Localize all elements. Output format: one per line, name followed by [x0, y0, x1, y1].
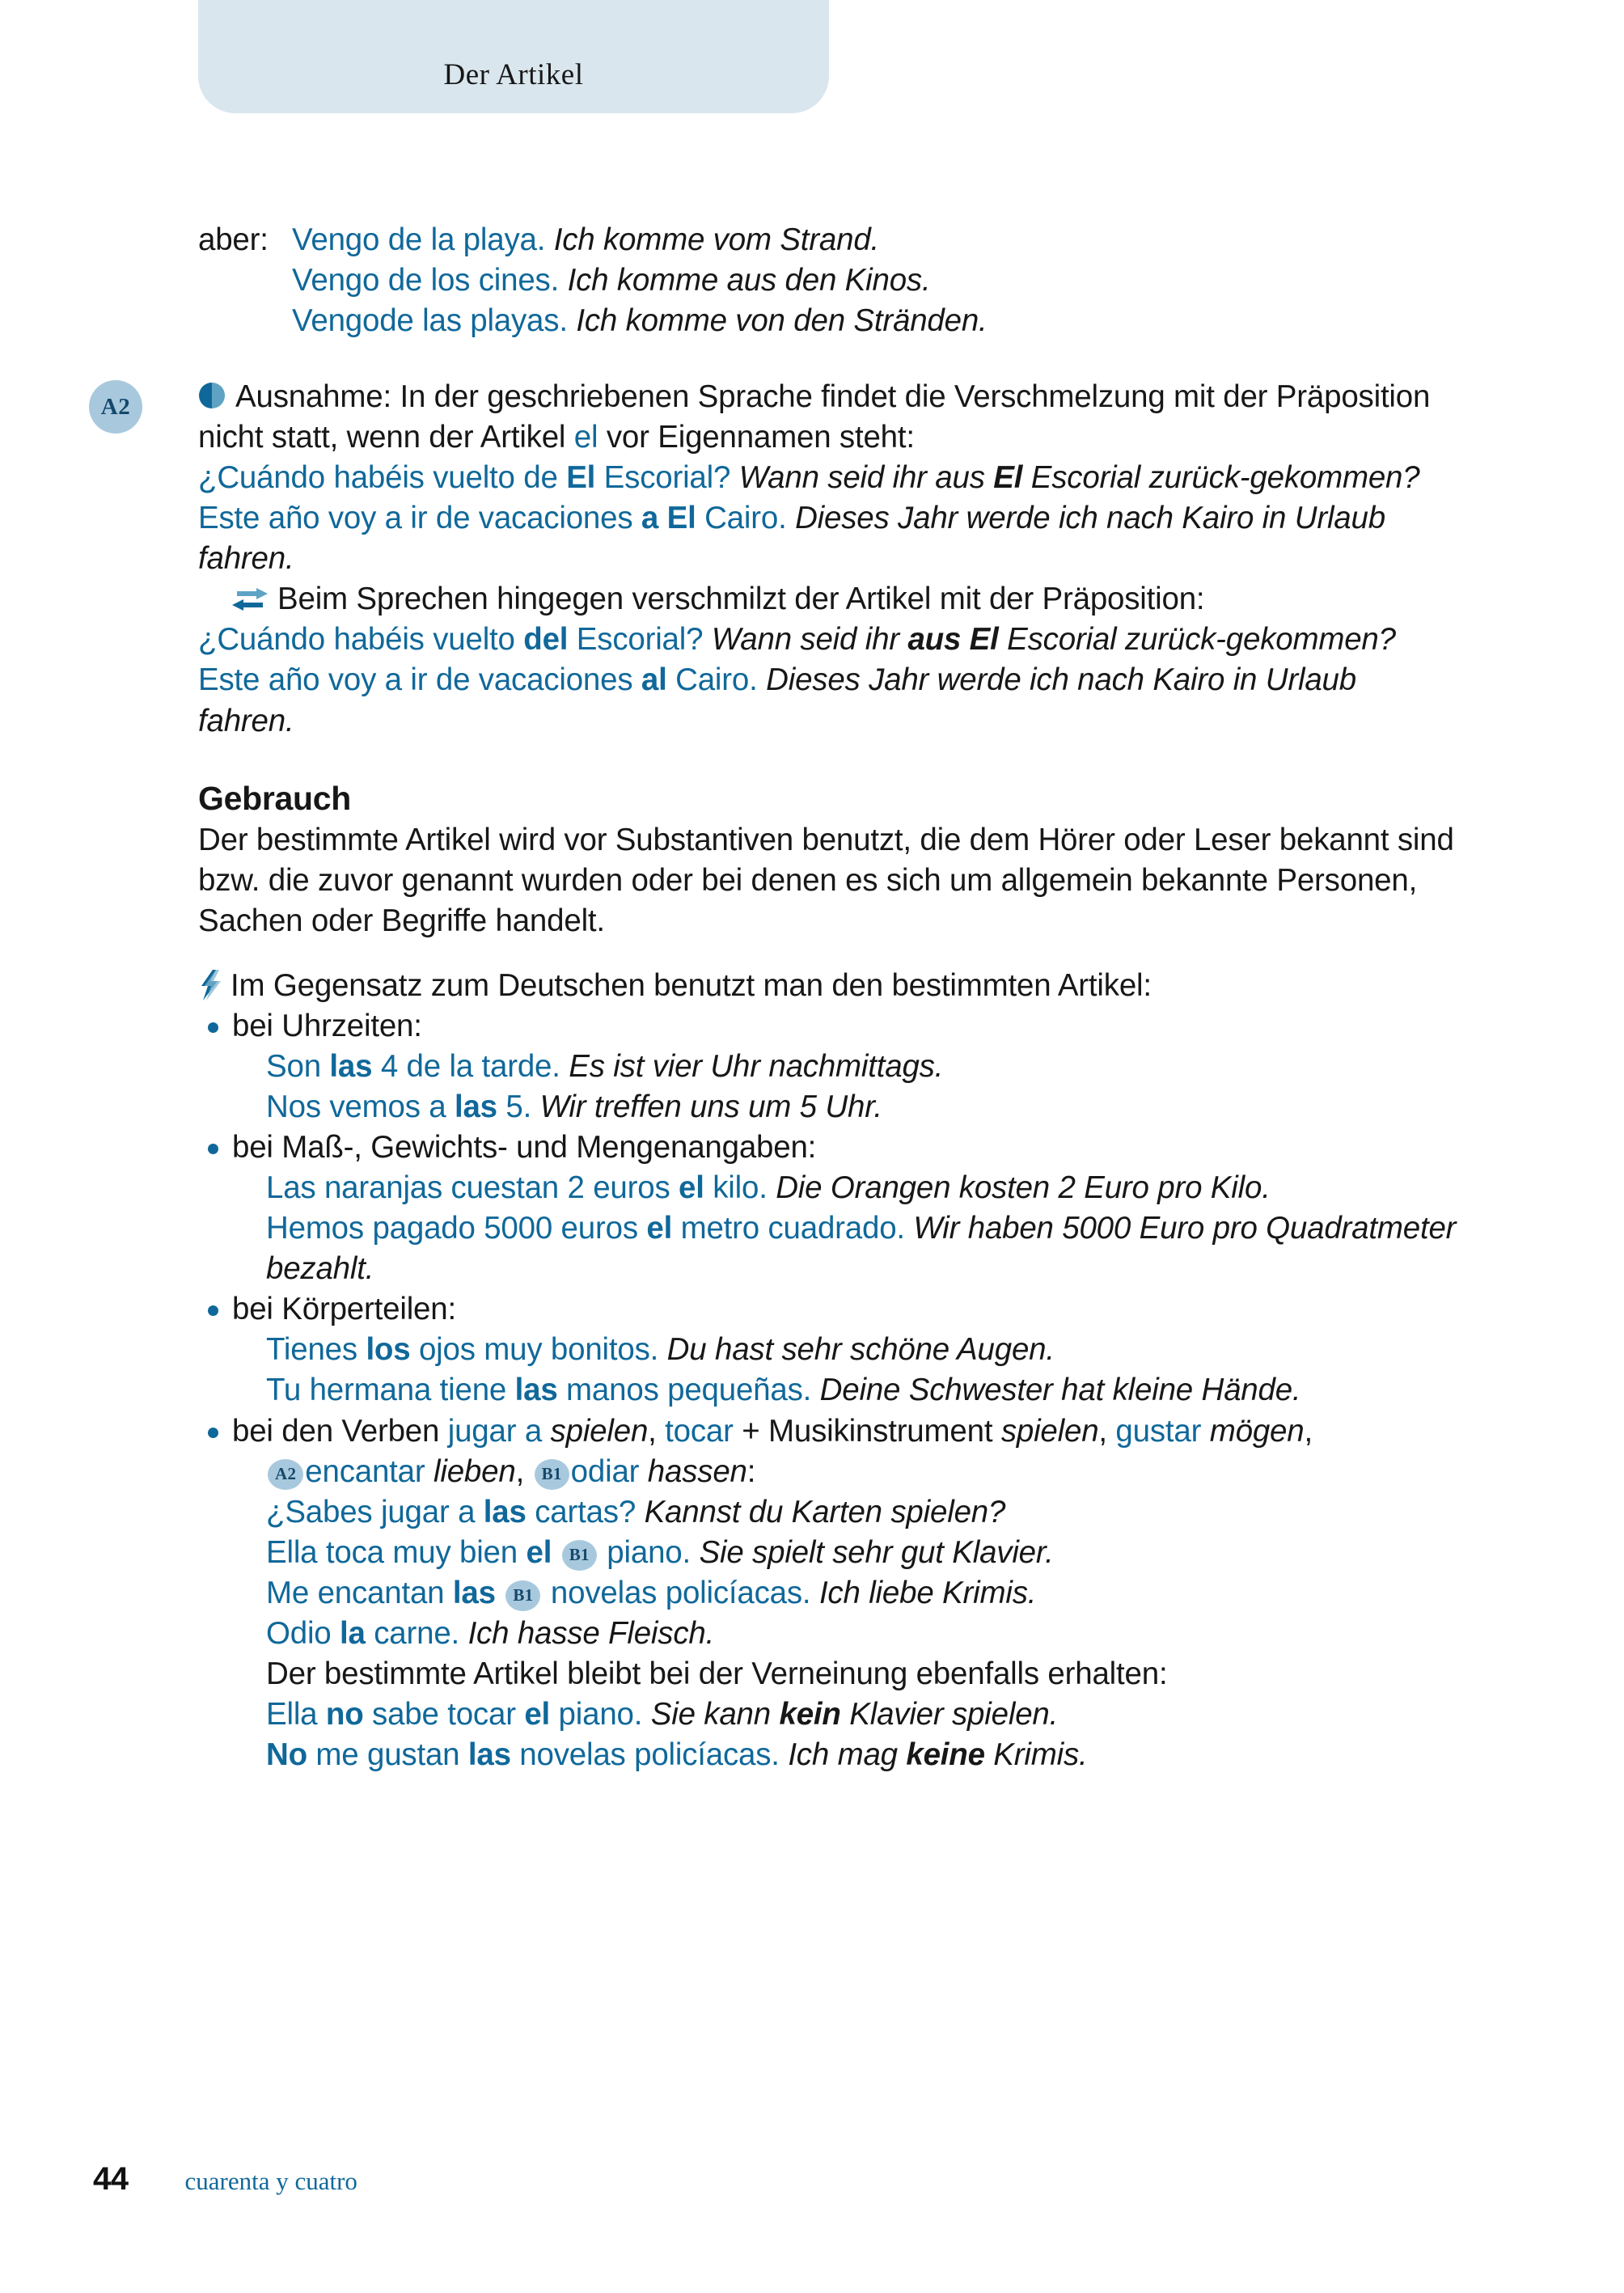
example-line [292, 301, 1460, 341]
spanish-bold: las [452, 1575, 496, 1610]
spanish-text: ojos muy bonitos. [410, 1332, 659, 1368]
spanish-bold: las [483, 1494, 527, 1529]
margin-level-badge-label: A2 [100, 393, 131, 420]
page-number-words: cuarenta y cuatro [184, 2167, 357, 2195]
german-text: Die Orangen kosten 2 Euro pro Kilo. [776, 1170, 1271, 1206]
example-line [292, 220, 1460, 260]
separator: , [1304, 1413, 1313, 1449]
spanish-bold: las [329, 1049, 373, 1085]
german-text: Sie spielt sehr gut Klavier. [699, 1534, 1054, 1570]
spanish-text: 5. [497, 1089, 532, 1125]
example-line [232, 1492, 1460, 1533]
spoken-language-icon [232, 582, 268, 606]
page-number: 44 [93, 2161, 129, 2197]
example-line [232, 1330, 1460, 1370]
example-line [232, 1694, 1460, 1735]
spanish-text: manos pequeñas. [557, 1373, 812, 1408]
section-heading-gebrauch: Gebrauch [198, 779, 351, 817]
lightning-bolt-icon [198, 970, 221, 1001]
spanish-bold: El [566, 460, 596, 496]
level-badge-b1: B1 [535, 1459, 569, 1490]
separator: , [1098, 1413, 1116, 1449]
german-text: Escorial zurück-gekommen? [1022, 460, 1420, 496]
separator: : [746, 1453, 756, 1489]
german-text: Dieses Jahr werde ich nach Kairo in Urlaub fahren. [198, 662, 1356, 738]
spanish-bold: del [523, 622, 569, 658]
spanish-text: ¿Sabes jugar a [266, 1494, 484, 1529]
spanish-text: carne. [365, 1615, 460, 1651]
german-text: Ich liebe Krimis. [818, 1575, 1037, 1610]
spanish-text: Este año voy a ir de vacaciones [198, 501, 641, 536]
german-text: Ich mag [788, 1737, 907, 1772]
exception-intro-2: vor Eigennamen steht: [598, 420, 915, 455]
spanish-text: cartas? [526, 1494, 636, 1529]
spanish-text: kilo. [704, 1170, 768, 1206]
bullet-label: bei Körperteilen: [232, 1292, 456, 1327]
spanish-text: Este año voy a ir de vacaciones [198, 662, 641, 698]
spanish-text: Me encantan [266, 1575, 453, 1610]
example-line [232, 1614, 1460, 1654]
german-text: Ich komme vom Strand. [553, 222, 880, 257]
list-item [198, 1411, 1460, 1775]
spanish-text: Cairo. [666, 662, 758, 698]
example-line [232, 1735, 1460, 1775]
german-text: Wann seid ihr aus [738, 460, 994, 496]
gebrauch-section [198, 777, 1460, 1775]
spanish-bold: el [679, 1170, 704, 1206]
gloss-lieben: lieben [425, 1453, 516, 1489]
spanish-bold: a El [641, 501, 696, 536]
example-line [232, 1370, 1460, 1411]
exception-intro-1: Ausnahme: In der geschriebenen Sprache findet die Verschmelzung mit der Präposition nicht statt, wenn der Artikel [198, 379, 1431, 455]
chapter-title: Der Artikel [443, 58, 584, 91]
spanish-text: Ella toca muy bien [266, 1534, 527, 1570]
german-bold: keine [906, 1737, 985, 1772]
spanish-text: novelas policíacas. [510, 1737, 780, 1772]
german-text: Es ist vier Uhr nachmittags. [569, 1049, 944, 1085]
german-text: Ich komme von den Stränden. [576, 303, 988, 339]
separator: , [648, 1413, 666, 1449]
german-text: Du hast sehr schöne Augen. [666, 1332, 1055, 1368]
spanish-text: sabe tocar [363, 1696, 525, 1732]
spanish-text: Ella [266, 1696, 326, 1732]
chapter-header-tab [198, 0, 829, 113]
spanish-bold: los [366, 1332, 411, 1368]
german-text: Wir treffen uns um 5 Uhr. [539, 1089, 882, 1125]
german-bold: kein [779, 1696, 841, 1732]
spanish-text: Escorial? [595, 460, 731, 496]
example-line [198, 660, 1460, 741]
example-line [198, 498, 1460, 579]
german-text: Klavier spielen. [840, 1696, 1059, 1732]
german-text: Krimis. [984, 1737, 1088, 1772]
level-badge-b1: B1 [505, 1580, 540, 1611]
german-text: Wann seid ihr [711, 622, 908, 658]
spoken-intro-text: Beim Sprechen hingegen verschmilzt der Artikel mit der Präposition: [277, 582, 1205, 617]
german-text: Ich hasse Fleisch. [467, 1615, 715, 1651]
gloss-spielen: spielen [542, 1413, 649, 1449]
german-text: Dieses Jahr werde ich nach Kairo in Urlaub fahren. [198, 501, 1385, 577]
german-text: Escorial zurück-gekommen? [998, 622, 1396, 658]
gloss-hassen: hassen [639, 1453, 747, 1489]
verb-odiar: odiar [570, 1453, 640, 1489]
usage-bullet-list [198, 1006, 1460, 1775]
german-text: Sie kann [650, 1696, 780, 1732]
spanish-text: Escorial? [568, 622, 704, 658]
spanish-text: Hemos pagado 5000 euros [266, 1211, 647, 1246]
list-item [198, 1127, 1460, 1289]
list-item [198, 1289, 1460, 1411]
aber-block [198, 220, 1460, 341]
spanish-bold: las [454, 1089, 497, 1125]
spanish-bold: las [467, 1737, 511, 1772]
spanish-bold: el [526, 1534, 552, 1570]
example-line [198, 458, 1460, 498]
spanish-bold: no [325, 1696, 364, 1732]
page-footer [93, 2161, 357, 2198]
verb-line-2 [232, 1452, 1460, 1492]
spanish-bold: al [641, 662, 667, 698]
spanish-text: ¿Cuándo habéis vuelto de [198, 460, 567, 496]
spanish-text: Vengo de los cines. [292, 263, 560, 298]
verb-tocar: tocar [665, 1413, 734, 1449]
spanish-text: Tu hermana tiene [266, 1373, 515, 1408]
spanish-text: Odio [266, 1615, 340, 1651]
margin-level-badge-a2 [89, 380, 142, 434]
written-language-note [198, 377, 1460, 458]
spanish-text: me gustan [307, 1737, 468, 1772]
verb-gustar: gustar [1115, 1413, 1202, 1449]
spanish-text: Las naranjas cuestan 2 euros [266, 1170, 679, 1206]
written-language-icon [198, 379, 226, 407]
gloss-moegen: mögen [1201, 1413, 1305, 1449]
example-line [232, 1573, 1460, 1614]
spanish-text: novelas policíacas. [542, 1575, 811, 1610]
aber-label: aber: [198, 222, 269, 257]
spanish-bold: el [646, 1211, 673, 1246]
example-line [232, 1533, 1460, 1573]
verb-encantar: encantar [305, 1453, 425, 1489]
spanish-text: piano. [550, 1696, 643, 1732]
spanish-text: metro cuadrado. [672, 1211, 905, 1246]
spanish-text: piano. [598, 1534, 691, 1570]
german-bold: aus El [907, 622, 999, 658]
example-line [292, 260, 1460, 301]
spanish-text: Vengode las playas. [292, 303, 568, 339]
verb-tocar-note: + Musikinstrument [733, 1413, 1001, 1449]
spanish-bold: el [524, 1696, 551, 1732]
spoken-language-note [198, 579, 1460, 620]
spanish-text: Vengo de la playa. [292, 222, 546, 257]
aber-lines [292, 220, 1460, 341]
spanish-text: Nos vemos a [266, 1089, 455, 1125]
contrast-intro-text: Im Gegensatz zum Deutschen benutzt man den bestimmten Artikel: [230, 968, 1152, 1003]
level-badge-a2: A2 [268, 1459, 303, 1490]
bullet-label: bei Maß-, Gewichts- und Mengenangaben: [232, 1130, 817, 1166]
page-content [198, 220, 1460, 1775]
spanish-text: 4 de la tarde. [372, 1049, 560, 1085]
spanish-text: Cairo. [696, 501, 787, 536]
gloss-spielen-2: spielen [1000, 1413, 1099, 1449]
exception-block [198, 377, 1460, 741]
list-item [198, 1006, 1460, 1127]
german-text: Deine Schwester hat kleine Hände. [819, 1373, 1301, 1408]
spanish-bold: las [514, 1373, 558, 1408]
verb-jugar: jugar a [447, 1413, 543, 1449]
separator: , [515, 1453, 533, 1489]
negation-note: Der bestimmte Artikel bleibt bei der Verneinung ebenfalls erhalten: [266, 1656, 1168, 1691]
spanish-text: Son [266, 1049, 330, 1085]
example-line [232, 1168, 1460, 1208]
bullet-label: bei den Verben [232, 1413, 448, 1449]
example-line [198, 620, 1460, 660]
german-text: Wir haben 5000 Euro pro Quadratmeter bezahlt. [266, 1211, 1457, 1287]
article-el-highlight: el [573, 420, 598, 455]
contrast-intro-line [198, 966, 1460, 1006]
spanish-bold: No [266, 1737, 307, 1772]
spanish-text: Tienes [266, 1332, 366, 1368]
spanish-bold: la [340, 1615, 366, 1651]
german-bold: El [993, 460, 1023, 496]
spanish-text: ¿Cuándo habéis vuelto [198, 622, 524, 658]
example-line [232, 1087, 1460, 1127]
gebrauch-paragraph: Der bestimmte Artikel wird vor Substantiven benutzt, die dem Hörer oder Leser bekannt sind bzw. die zuvor genannt wurden oder bei denen es sich um allgemein bekannte Personen, Sachen oder Begriffe handelt. [198, 822, 1454, 938]
german-text: Kannst du Karten spielen? [644, 1494, 1006, 1529]
example-line [232, 1208, 1460, 1289]
level-badge-b1: B1 [562, 1540, 597, 1571]
german-text: Ich komme aus den Kinos. [567, 263, 931, 298]
example-line [232, 1047, 1460, 1087]
bullet-label: bei Uhrzeiten: [232, 1009, 422, 1044]
